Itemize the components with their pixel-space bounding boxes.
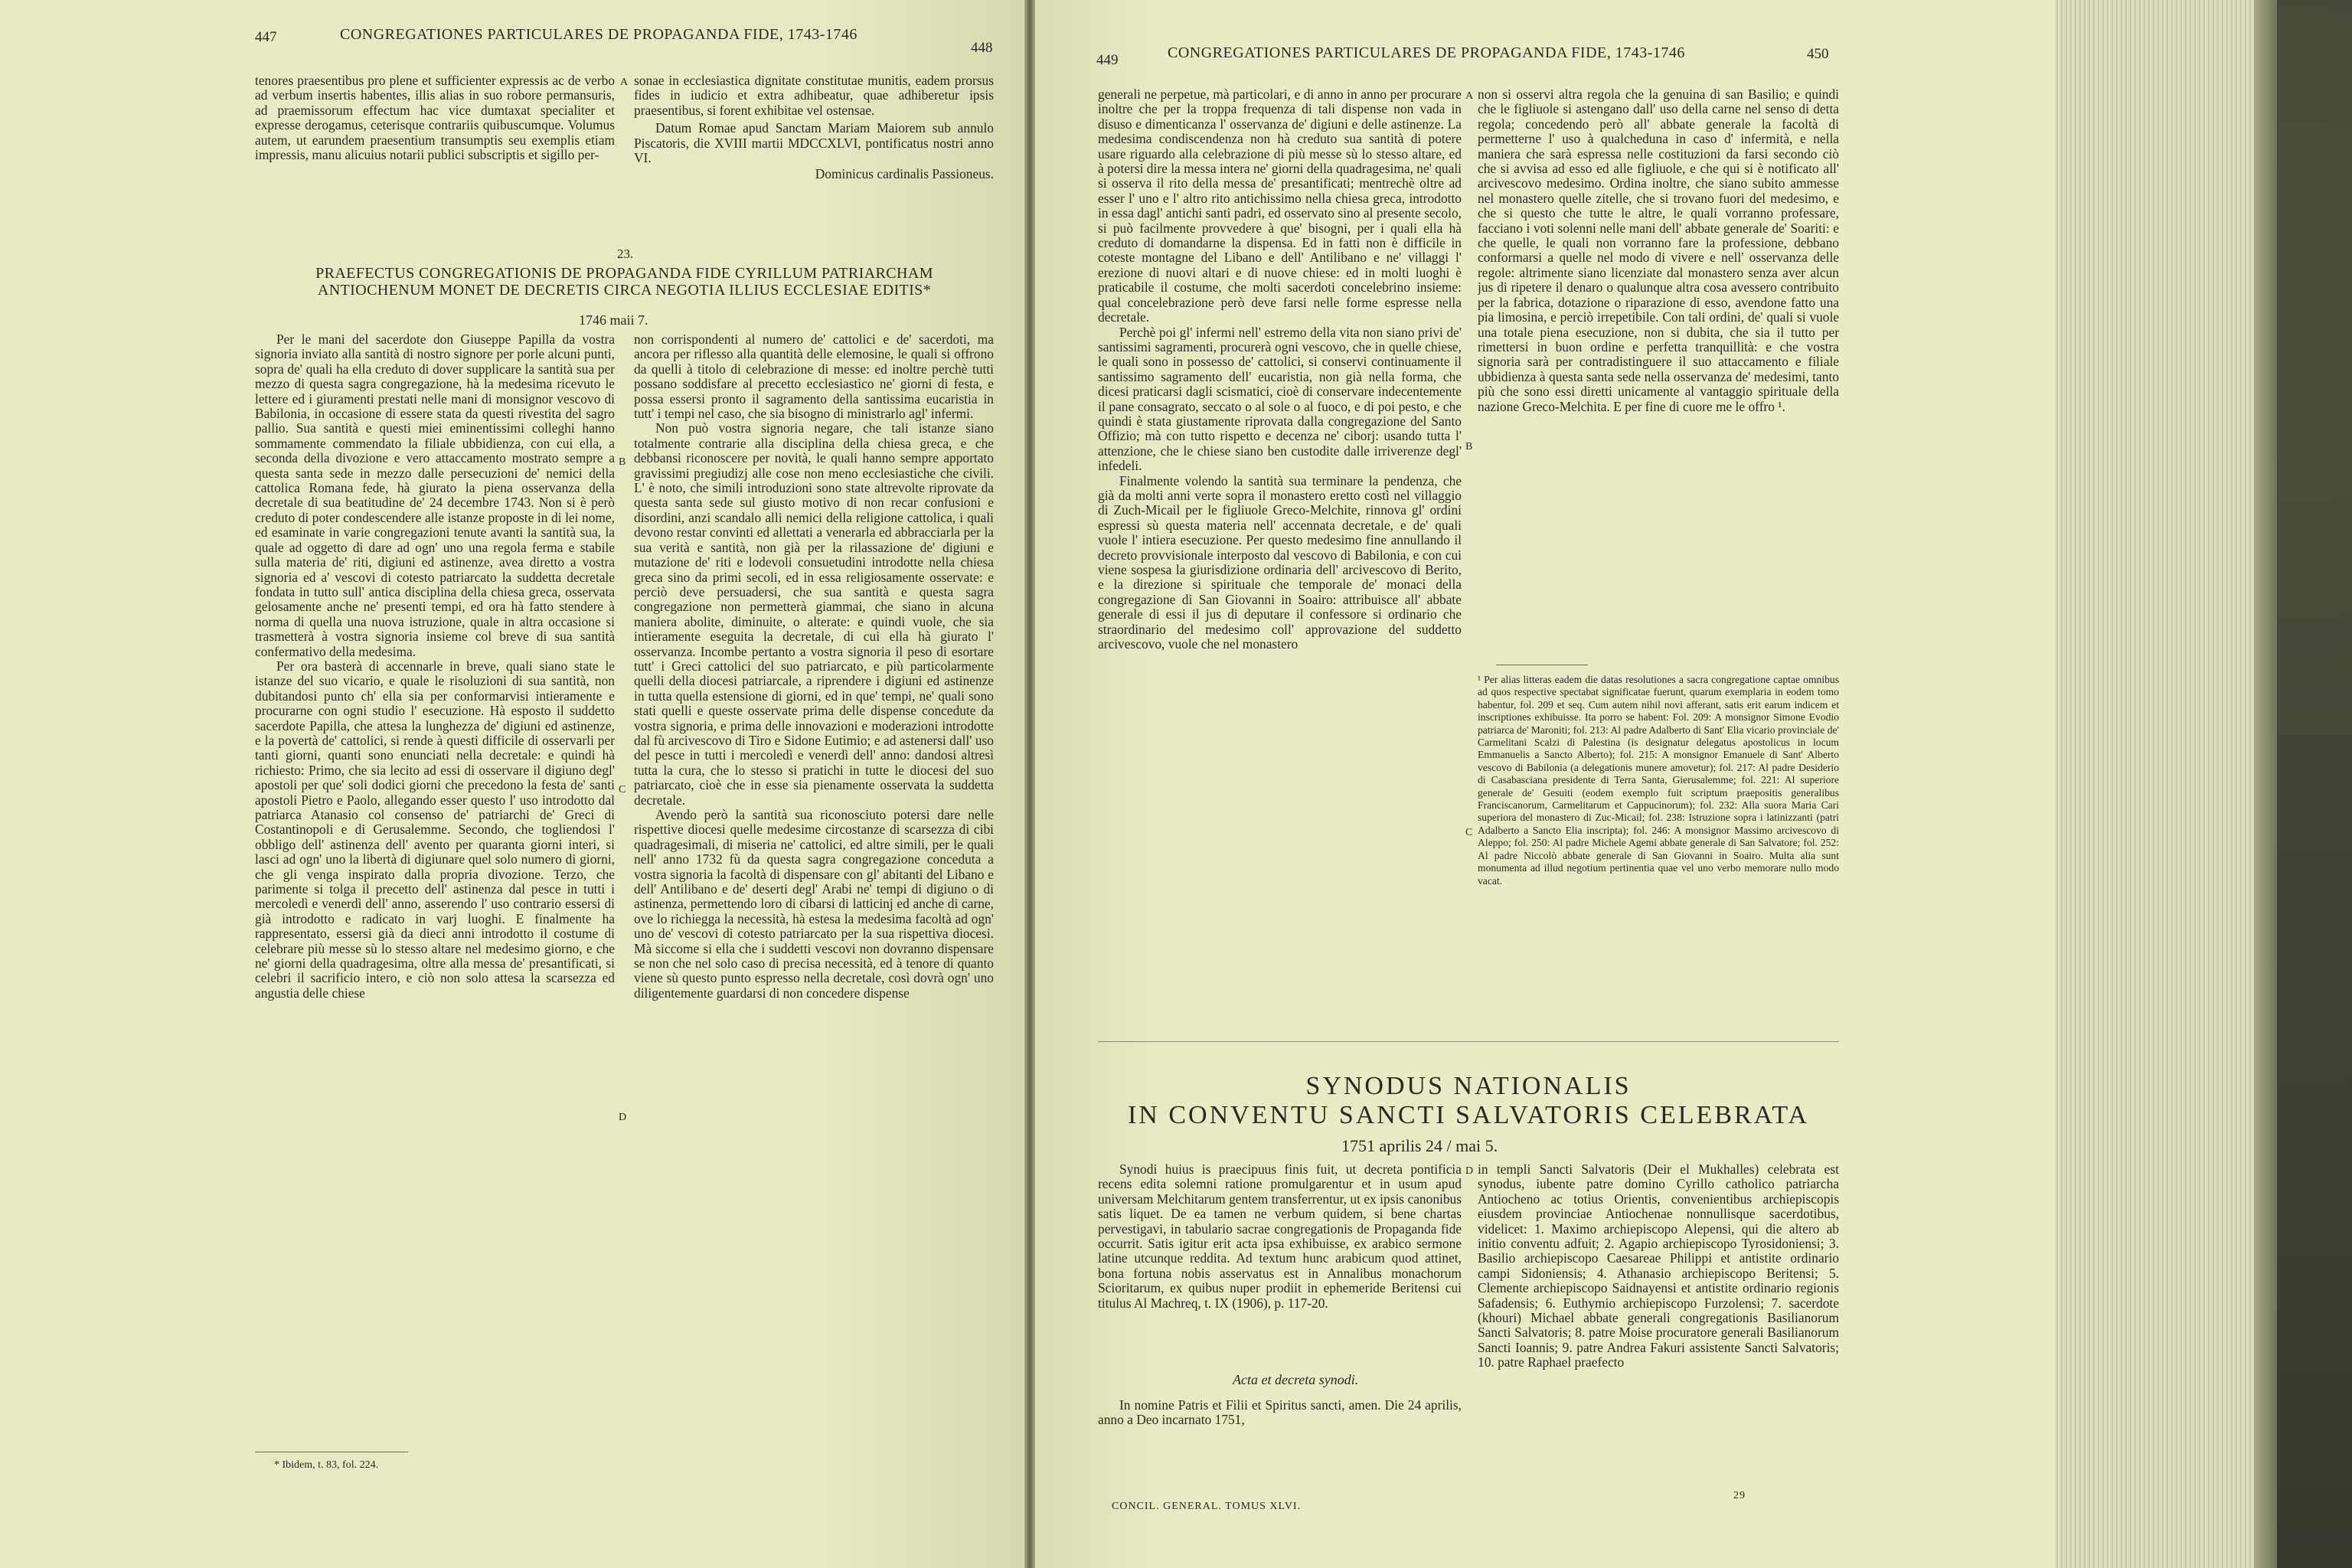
text-paragraph: Finalmente volendo la santità sua terminare la pendenza, che già da molti anni verte sopra il monastero eretto costì nel villaggio di Zuch-Micail per le figliuole Greco-Melchite, rinnova gl' ordini espressi sù questa materia nell' accennata decretale, e de' quali vuole l' intiera esecuzione. Per questo medesimo fine annullando il decreto provvisionale interposto dal vescovo di Babilonia, e con cui viene sospesa la giurisdizione ordinaria dell' arcivescovo di Berito, e la direzione si spirituale che temporale de' monaci della congregazione di San Giovanni in Soairo: attribuisce all' abbate generale di essi il jus di deputare il confessore si ordinario che straordinario del medesimo coll' approvazione del suddetto arcivescovo, vuole che nel monastero [1098, 472, 1462, 652]
text-paragraph: non si osservi altra regola che la genuina di san Basilio; e quindi che le figliuole si astengano dall' uso della carne nel senso di detta regola; concedendo però all' abbate generale la facoltà di permetterne l' uso à qualcheduna in caso d' infermità, e nella maniera che sarà espressa nelle costituzioni da farsi secondo ciò che si avvisa ad esso ed alle figliuole, e che qui si è notificato all' arcivescovo medesimo. Ordina inoltre, che siano subito ammesse nel monastero quelle zitelle, che si trovano fuori del medesimo, e che si questo che tutte le altre, le quali vorranno professare, facciano i voti solenni nelle mani dell' abbate generale de' Soariti: e che quelle, le quali non vorranno fare la professione, debbano conformarsi a quelle nel modo di vivere e nell' osservanza delle regole: altrimente siano licenziate dal monastero senza aver alcun jus di ripetere il denaro o qualunque altra cosa avessero contribuito per la fabrica, dotazione o riparazione di esso, avendone fatto una pia limosina, e perciò irrepetibile. Con tali ordini, de' quali si vuole una totale piena esecuzione, non si dubita, che sia il tutto per rimettersi in buon ordine e perfetta tranquillità: e che vostra signoria sarà per contradistinguere il suo attaccamento e filiale ubbidienza à questa santa sede nella osservanza de' medesimi, tanto più che sono essi diretti unicamente al vantaggio spirituale della nazione Greco-Melchita. E per fine di cuore me le offro ¹. [1478, 87, 1839, 414]
background-cloth [2277, 0, 2352, 1568]
running-head-right: CONGREGATIONES PARTICULARES DE PROPAGANDA FIDE, 1743-1746 [1168, 44, 1685, 61]
text-paragraph: Per le mani del sacerdote don Giuseppe Papilla da vostra signoria inviato alla santità di nostro signore per porle alcuni punti, sopra de' quali ha ella creduto di dover supplicare la santità sua per mezzo di questa sagra congregazione, hà la medesima ricevuto le lettere ed i giuramenti prestati nelle mani di monsignor vescovo di Babilonia, in occasione di essere stata da questi rivestita del sagro pallio. Sua santità e questi miei eminentissimi colleghi hanno sommamente commendato la filiale ubbidienza, con cui ella, a seconda della divozione e vero attaccamento mostrato sempre a questa santa sede in mezzo dalle persecuzioni de' nemici della cattolica Romana fede, hà giurato la piena osservanza della decretale di sua beatitudine de' 24 decembre 1743. Non si è però creduto di poter condescendere alle istanze proposte in di lei nome, ed esaminate in varie congregazioni tenute avanti la santità sua, la quale ad oggetto di dare ad ogn' uno una regola ferma e stabile sulla materia de' riti, digiuni ed astinenze, avea diretto a vostra signoria ed a' vescovi di cotesto patriarcato la suddetta decretale fondata in tutto sull' antica disciplina della chiesa greca, osservata gelosamente anche ne' presenti tempi, ed ora hà fatto stendere à norma di quella una nuova istruzione, quale in altra occasione si trasmetterà à vostra signoria insieme col breve di sua santità confermativo della medesima. [255, 332, 615, 659]
text-paragraph: Synodi huius is praecipuus finis fuit, ut decreta pontificia recens edita solemni ratione promulgarentur et in usum apud universam Melchitarum gentem transferrentur, ut ex ipsis canonibus satis liquet. De ea tamen ne verbum quidem, si bene chartas pervestigavi, in tabulario sacrae congregationis de Propaganda fide occurrit. Satis igitur erit acta ipsa exhibuisse, ex arabico sermone latine utcunque reddita. Ad textum hunc arabicum quod attinet, bona fortuna nobis asservatus est in Annalibus monachorum Scioritarum, ex quibus nuper prodiit in ephemeride Beritensi cui titulus Al Machreq, t. IX (1906), p. 117-20. [1098, 1162, 1462, 1311]
text-paragraph: non corrispondenti al numero de' cattolici e de' sacerdoti, ma ancora per riflesso alla quantità delle elemosine, le quali si offrono da quelli à titolo di celebrazione di messe: ed inoltre perchè tutti possano soddisfare al precetto ecclesiastico ne' giorni di festa, e possa essersi pronto il sagramento della santissima eucaristia in tutt' i tempi nel caso, che sia bisogno di ministrarlo agl' infermi. [634, 332, 994, 422]
text-paragraph: Non può vostra signoria negare, che tali istanze siano totalmente contrarie alla disciplina della chiesa greca, e che debbansi riconoscere per novità, le quali hanno sempre apportato gravissimi pregiudizj alle cose non meno ecclesiastiche che civili. L' è noto, che simili introduzioni sono state altrevolte riprovate da questa santa sede sul giusto motivo di non recar confusioni e disordini, anzi scandalo alli nemici della religione cattolica, i quali devono restar convinti ed allettati a venerarla ed abbracciarla per la sua verità e santità, non già per la rilassazione de' digiuni e mutazione de' riti e lodevoli consuetudini introdotte nella chiesa greca sino da primi secoli, ed in essa religiosamente osservate: e perciò deve persuadersi, che sua santità e questa sagra congregazione non permetterà giammai, che siano in alcuna maniera abolite, diminuite, o alterate: e quindi vuole, che sia intieramente eseguita la decretale, di cui ella hà giurato l' osservanza. Incombe pertanto a vostra signoria il peso di esortare tutt' i Greci cattolici del suo patriarcato, e più particolarmente quelli della diocesi patriarcale, a riprendere i digiuni ed astinenze in tutta quella estensione di giorni, ed in que' tempi, ne' quali sono stati quelli e queste osservate prima delle dispense concedute da vostra signoria, e prima delle innovazioni e moderazioni introdotte dal fù arcivescovo di Tiro e Sidone Eutimio; e ad astenersi dall' uso del pesce in tutti i mercoledì e venerdì dell' anno: dandosi altresì tutta la cura, che lo stesso si pratichi in tutte le diocesi del suo patriarcato, cioè che in esse sia pienamente osservata la suddetta decretale. [634, 420, 994, 808]
page-number-450: 450 [1807, 46, 1829, 62]
text-paragraph: tenores praesentibus pro plene et sufficienter expressis ac de verbo ad verbum insertis habentes, illis alias in suo robore permansuris, ad praemissorum effectum hac vice dumtaxat specialiter et expresse derogamus, ceterisque contrariis quibuscumque. Volumus autem, ut earundem praesentium transumptis seu exemplis etiam impressis, manu alicuius notarii publici subscriptis et sigillo per- [255, 73, 615, 163]
synod-title-line-1: SYNODUS NATIONALIS [1305, 1072, 1632, 1100]
text-paragraph: generali ne perpetue, mà particolari, e di anno in anno per procurare inoltre che per la troppa frequenza di tali dispense non vada in disuso e dimenticanza l' osservanza de' digiuni e delle astinenze. La medesima condiscendenza non hà creduto sua santità di potere usare riguardo alla celebrazione di più messe sù lo stesso altare, ed à potersi dire la messa intera ne' giorni della quadragesima, ne' quali si osserva il rito della messa de' presantificati; mentrechè oltre ad esser l' uno e l' altro rito antichissimo nella chiesa greca, introdotto in essa dagl' antichi santi padri, ed osservato sino al presente secolo, si può facilmente provvedere à que' bisogni, per i quali ella hà creduto di domandarne la dispensa. Ed in fatti non è difficile in coteste montagne del Libano e dell' Antilibano e ne' villaggi l' erezione di nuovi altari e di nuove chiese: ed in molti luoghi è praticabile il costume, che molti sacerdoti concelebrino insieme: qual concelebrazione però deve farsi nelle forme espresse nella decretale. [1098, 87, 1462, 325]
acta-heading: Acta et decreta synodi. [1233, 1372, 1359, 1387]
left-page [0, 0, 1024, 1568]
document-title-line-1: PRAEFECTUS CONGREGATIONIS DE PROPAGANDA FIDE CYRILLUM PATRIARCHAM [315, 265, 933, 282]
margin-letter-c: C [619, 784, 626, 795]
margin-letter-d: D [1465, 1165, 1474, 1177]
section-divider [1098, 1041, 1839, 1042]
margin-letter-b: B [619, 456, 626, 468]
text-paragraph: Avendo però la santità sua riconosciuto potersi dare nelle rispettive diocesi quelle medesime circostanze di scarsezza di cibi quadragesimali, di miseria ne' cattolici, ed altre simili, per le quali nell' anno 1732 fù da questa sagra congregazione conceduta a vostra signoria la facoltà di dispensare con gl' abitanti del Libano e dell' Antilibano e de' deserti degl' Arabi ne' tempi di digiuno o di astinenza, permettendo loro di cibarsi di latticinj ed anche di carne, ove lo richiegga la necessità, hà estesa la medesima facoltà ad ogn' uno de' vescovi di cotesto patriarcato per la sua rispettiva diocesi. Mà siccome si ella che i suddetti vescovi non dovranno dispensare se non che nel solo caso di precisa necessità, ed à tenore di quanto viene sù questo punto espresso nella decretale, così dovrà ogn' uno diligentemente guardarsi di non concedere dispense [634, 807, 994, 1001]
signature-number: 29 [1733, 1490, 1746, 1501]
book-fore-edge [2055, 0, 2277, 1568]
synod-date: 1751 aprilis 24 / mai 5. [1341, 1136, 1498, 1155]
document-title [255, 265, 994, 299]
signature: Dominicus cardinalis Passioneus. [815, 166, 994, 182]
document-number: 23. [617, 247, 634, 261]
body-column-1 [1098, 87, 1462, 1029]
running-head-left: CONGREGATIONES PARTICULARES DE PROPAGANDA FIDE, 1743-1746 [340, 26, 858, 43]
page-number-449: 449 [1096, 52, 1119, 68]
text-paragraph: sonae in ecclesiastica dignitate constitutae munitis, eadem prorsus fides in iudicio et extra adhibeatur, quae adhiberetur ipsis praesentibus, si forent exhibitae vel ostensae. [634, 73, 994, 118]
synod-title [1098, 1072, 1839, 1130]
synod-column-1 [1098, 1162, 1462, 1367]
footnote: ¹ Per alias litteras eadem die datas resolutiones a sacra congregatione captae omnibus ad quos respective spectabat significatae fuerunt, quarum exemplaria in eodem tomo habentur, fol. 209 et seq. Cum autem nihil novi afferant, satis erit earum indicem et inscriptiones exhibuisse. Ita porro se habent: Fol. 209: A monsignor Simone Evodio patriarca de' Maroniti; fol. 213: Al padre Adalberto di Sant' Elia vicario provinciale de' Carmelitani Scalzi di Palestina (is designatur delegatus apostolicus in locum Emmanuelis a Sancto Alberto); fol. 215: A monsignor Emanuele di Sant' Alberto vescovo di Babilonia (a delegationis munere amovetur); fol. 217: Al padre Desiderio di Casabasciana presidente di Terra Santa, Gierusalemme; fol. 221: Al superiore generale de' Gesuiti (eodem exemplo fuit scriptum praepositis generalibus Franciscanorum, Carmelitarum et Cappucinorum); fol. 232: Alla suora Maria Cari superiora del monastero di Zuc-Micail; fol. 238: Istruzione sopra i latinizzanti (patri Adalberto a Sancto Elia inscripta); fol. 246: A monsignor Massimo arcivescovo di Aleppo; fol. 250: Al padre Michele Agemi abbate generale di San Salvatore; fol. 252: Al padre Niccolò abbate generale di San Giovanni in Soairo. Multa alia sunt monumenta ad illud negotium pertinentia quae vel uno verbo memorare nullo modo vacat. [1478, 674, 1839, 887]
footnote: * Ibidem, t. 83, fol. 224. [274, 1459, 379, 1471]
margin-letter-d: D [619, 1112, 627, 1123]
text-paragraph: Per ora basterà di accennarle in breve, quali siano state le istanze del suo vicario, e quale le risoluzioni di sua santità, non dubitandosi punto ch' ella sia per conformarvisi intieramente e procurarne con ogni studio l' esecuzione. Hà esposto il suddetto sacerdote Papilla, che attesa la lunghezza de' digiuni ed astinenze, e la povertà de' cattolici, si rende à questi difficile di osservarli per tanti giorni, quanti sono enunciati nella decretale: e quindi hà richiesto: Primo, che sia lecito ad essi di osservare il digiuno degl' apostoli per que' soli dodici giorni che precedono la festa de' santi apostoli Pietro e Paolo, allegando esser questo l' uso introdotto dal patriarca Atanasio col consenso de' patriarchi de' Greci di Costantinopoli e di Gerusalemme. Secondo, che togliendosi l' obbligo dell' astinenza dell' avento per quaranta giorni interi, si lasci ad ogn' uno la libertà di digiunare quel solo numero di giorni, che gli venga inspirato dalla propria divozione. Terzo, che parimente si tolga il precetto dell' astinenza dal pesce in tutti i mercoledì e venerdì dell' anno, asserendo l' uso contrario essersi di già introdotto e radicato in varj luoghi. E finalmente ha rappresentato, essersi già da dieci anni introdotto il costume di celebrare più messe sù lo stesso altare nel medesimo giorno, e che ne' giorni della quadragesima, oltre alla messa de' presantificati, si celebri il sacrificio intero, e ciò non solo attesa la scarsezza ed angustia delle chiese [255, 658, 615, 1001]
margin-letter-c: C [1465, 827, 1473, 838]
page-number-447: 447 [255, 29, 277, 45]
datum-paragraph: Datum Romae apud Sanctam Mariam Maiorem sub annulo Piscatoris, die XVIII martii MDCCXLVI, pontificatus nostri anno VI. [634, 120, 994, 166]
synod-title-line-2: IN CONVENTU SANCTI SALVATORIS CELEBRATA [1127, 1101, 1810, 1129]
margin-letter-b: B [1465, 441, 1473, 452]
book-gutter [1024, 0, 1035, 1568]
bottom-signature: CONCIL. GENERAL. TOMUS XLVI. [1112, 1501, 1302, 1512]
body-column-1 [255, 332, 615, 1472]
body-column-2 [634, 332, 994, 1472]
page-number-448: 448 [971, 40, 993, 56]
synod-column-2 [1478, 1162, 1839, 1479]
top-column-1 [255, 74, 615, 162]
text-paragraph: in templi Sancti Salvatoris (Deir el Mukhalles) celebrata est synodus, iubente patre domino Cyrillo catholico patriarcha Antiocheno ac totius Orientis, convenientibus archiepiscopis eiusdem provinciae Antiochenae nonnullisque sacerdotibus, videlicet: 1. Maximo archiepiscopo Alepensi, qui die altero ab initio conventu adfuit; 2. Agapio archiepiscopo Tyrosidoniensi; 3. Basilio archiepiscopo Caesareae Philippi et antistite ordinario campi Sidoniensis; 4. Athanasio archiepiscopo Beritensi; 5. Clemente archiepiscopo Saidnayensi et antistite ordinario regionis Safadensis; 6. Euthymio archiepiscopo Furzolensi; 7. sacerdote (khouri) Michael abbate generali congregationis Basilianorum Sancti Salvatoris; 8. patre Moise procuratore generali Basilianorum Sancti Ioannis; 9. patre Andrea Fakuri assistente Sancti Salvatoris; 10. patre Raphael praefecto [1478, 1162, 1839, 1370]
synod-column-1-continued [1098, 1398, 1462, 1444]
body-column-2 [1478, 87, 1839, 654]
margin-letter-a: A [620, 77, 629, 88]
document-title-line-2: ANTIOCHENUM MONET DE DECRETIS CIRCA NEGOTIA ILLIUS ECCLESIAE EDITIS* [317, 282, 932, 299]
text-paragraph: In nomine Patris et Filii et Spiritus sancti, amen. Die 24 aprilis, anno a Deo incarnato 1751, [1098, 1398, 1462, 1428]
text-paragraph: Perchè poi gl' infermi nell' estremo della vita non siano privi de' santissimi sagramenti, procurerà ogni vescovo, che in quelle chiese, le quali sono in possesso de' cattolici, si conservi continuamente il santissimo sagramento dell' eucaristia, non già nella forma, che dicesi praticarsi dagli scismatici, cioè di conservare indecentemente il pane consagrato, seccato o al sole o al fuoco, e di poi pesto, e che quindi è stata giustamente riprovata dalla congregazione del Santo Offizio; mà con tutto rispetto e decenza ne' ciborj: usando tutta l' attenzione, che le chiese siano ben custodite dalle irriverenze degl' infedeli. [1098, 324, 1462, 474]
margin-letter-a: A [1465, 90, 1474, 102]
right-page [1035, 0, 2055, 1568]
document-date: 1746 maii 7. [579, 312, 648, 328]
top-column-2 [634, 74, 994, 182]
